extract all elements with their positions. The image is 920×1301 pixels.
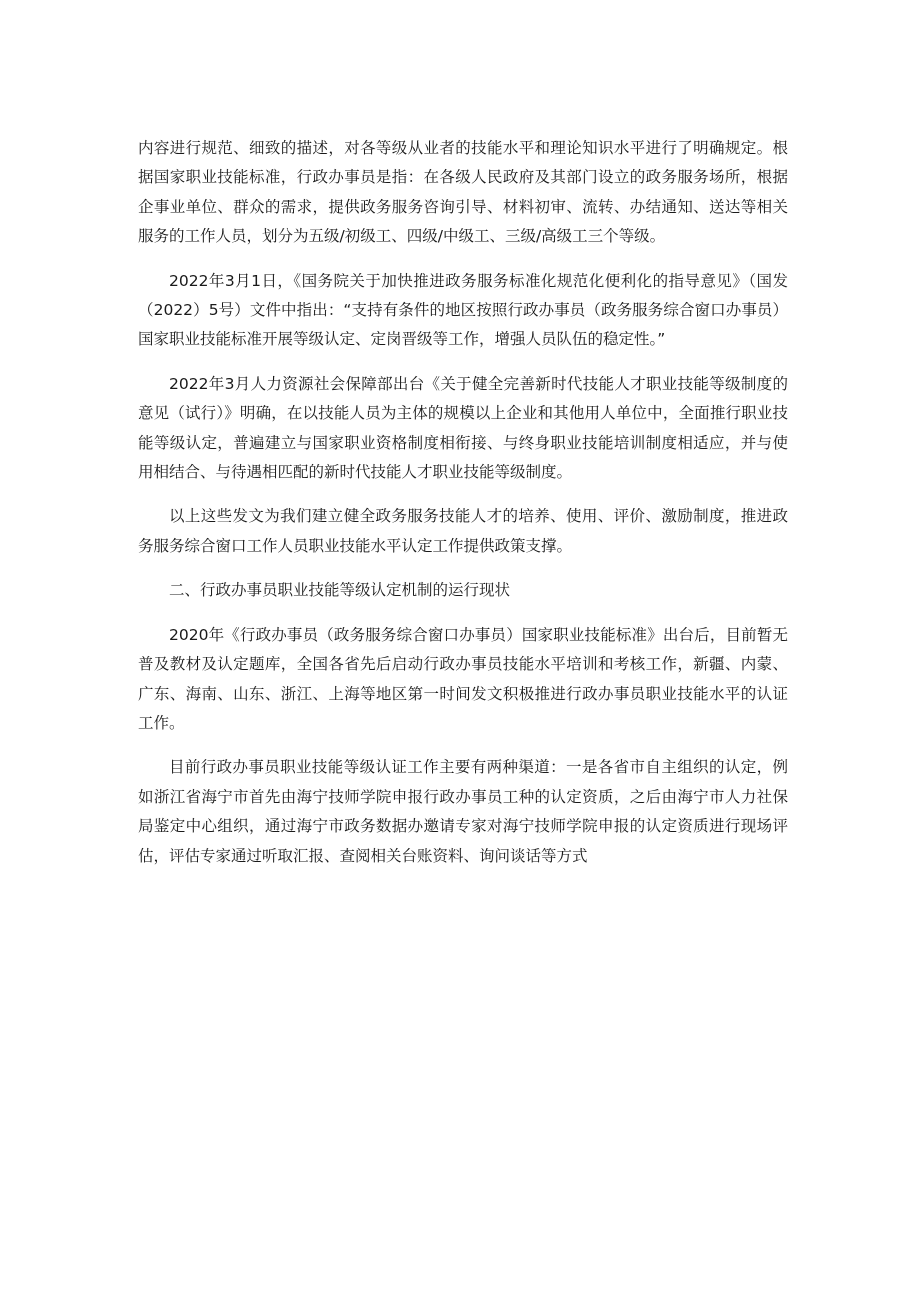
document-body — [138, 134, 788, 886]
paragraph-standard-definition: 内容进行规范、细致的描述，对各等级从业者的技能水平和理论知识水平进行了明确规定。根据国家职业技能标准，行政办事员是指：在各级人民政府及其部门设立的政务服务场所，根据企事业单位、群众的需求，提供政务服务咨询引导、材料初审、流转、办结通知、送达等相关服务的工作人员，划分为五级/初级工、四级/中级工、三级/高级工三个等级。 — [138, 139, 788, 246]
paragraph-hrss-opinion: 2022年3月人力资源社会保障部出台《关于健全完善新时代技能人才职业技能等级制度的意见（试行）》明确，在以技能人员为主体的规模以上企业和其他用人单位中，全面推行职业技能等级认定，普遍建立与国家职业资格制度相衔接、与终身职业技能培训制度相适应，并与使用相结合、与待遇相匹配的新时代技能人才职业技能等级制度。 — [138, 374, 788, 482]
paragraph-state-council-opinion: 2022年3月1日，《国务院关于加快推进政务服务标准化规范化便利化的指导意见》（国发（2022）5号）文件中指出：“支持有条件的地区按照行政办事员（政务服务综合窗口办事员）国家职业技能标准开展等级认定、定岗晋级等工作，增强人员队伍的稳定性。” — [138, 271, 788, 349]
paragraph-certification-channels: 目前行政办事员职业技能等级认证工作主要有两种渠道：一是各省市自主组织的认定，例如浙江省海宁市首先由海宁技师学院申报行政办事员工种的认定资质，之后由海宁市人力社保局鉴定中心组织，通过海宁市政务数据办邀请专家对海宁技师学院申报的认定资质进行现场评估，评估专家通过听取汇报、查阅相关台账资料、询问谈话等方式 — [138, 758, 788, 865]
paragraph-policy-support: 以上这些发文为我们建立健全政务服务技能人才的培养、使用、评价、激励制度，推进政务服务综合窗口工作人员职业技能水平认定工作提供政策支撑。 — [138, 507, 788, 555]
section-heading: 二、行政办事员职业技能等级认定机制的运行现状 — [169, 581, 511, 600]
paragraph-current-status: 2020年《行政办事员（政务服务综合窗口办事员）国家职业技能标准》出台后，目前暂无普及教材及认定题库，全国各省先后启动行政办事员技能水平培训和考核工作，新疆、内蒙、广东、海南、山东、浙江、上海等地区第一时间发文积极推进行政办事员职业技能水平的认证工作。 — [138, 625, 788, 732]
